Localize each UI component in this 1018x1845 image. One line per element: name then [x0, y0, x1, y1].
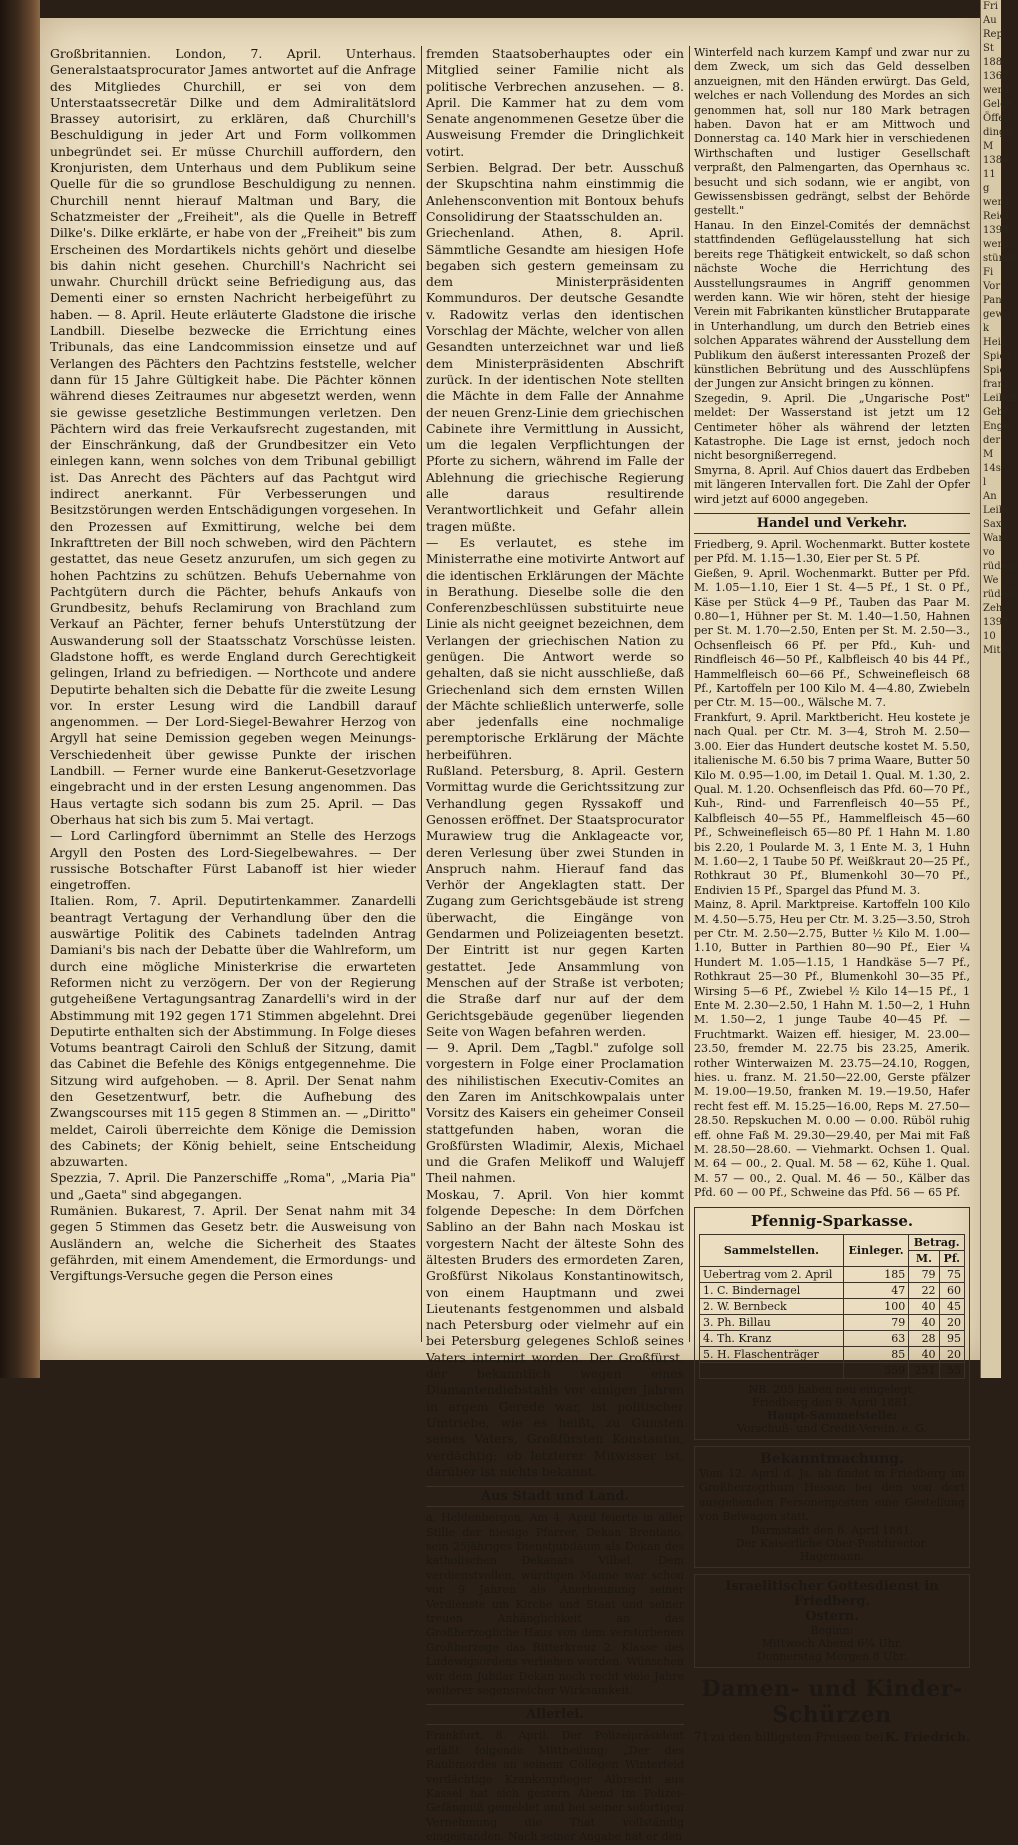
sparkasse-dateline: Friedberg den 9. April 1881.	[752, 1395, 912, 1409]
table-cell: 63	[843, 1330, 908, 1346]
article-italy: Italien. Rom, 7. April. Deputirtenkammer. Zanardelli beantragt Vertagung der Verhandlung über den die auswärtige Politik des Cabinets tadelnden Antrag Damiani's bis nach der Debatte über die Wahlreform, um durch eine mögliche Ministerkrise die erwarteten Reformen nicht zu verzögern. Der von der Regierung gutgeheißene Vertagungsantrag Zanardelli's wird in der Abstimmung mit 192 gegen 171 Stimmen abgelehnt. Drei Deputirte enthalten sich der Abstimmung. In Folge dieses Votums beantragt Cairoli den Schluß der Sitzung, damit das Cabinet die Befehle des Königs entgegennehme. Die Sitzung wird aufgehoben. — 8. April. Der Senat nahm den Gesetzentwurf, betr. die Aufhebung des Zwangscourses mit 115 gegen 8 Stimmen an. — „Diritto" meldet, Cairoli überreichte dem Könige die Demission des Cabinets; der König behielt, seine Entscheidung abzuwarten.	[50, 893, 416, 1170]
table-header: M.	[909, 1250, 939, 1266]
notice-name: Hagemann.	[799, 1550, 865, 1564]
edge-fragment: Spic	[983, 365, 1006, 376]
edge-fragment: An	[983, 491, 997, 502]
market-giessen: Gießen, 9. April. Wochenmarkt. Butter per Pfd. M. 1.05—1.10, Eier 1 St. 4—5 Pf., 1 St. 0 Pf., Käse per Stück 4—9 Pf., Tauben das Paar M. 0.80—1, Hühner per St. M. 1.40—1.50, Hahnen per St. M. 1.70—2.50, Enten per St. M. 2.50—3., Ochsenfleisch 66 Pf. per Pfd., Kuh- und Rindfleisch 46—50 Pf., Kalbfleisch 40 bis 44 Pf., Hammelfleisch 60—66 Pf., Schweinefleisch 68 Pf., Kartoffeln per 100 Kilo M. 4—4.80, Zwiebeln per Ctr. M. 15—00., Wälsche M. 7.	[694, 566, 970, 710]
edge-fragment: gewo	[983, 309, 1010, 320]
notice-title: Bekanntmachung.	[760, 1450, 904, 1467]
article-greece-2: — Es verlautet, es stehe im Ministerrathe eine motivirte Antwort auf die identischen Erklärungen der Mächte in Berathung. Dieselbe solle die den Conferenzbeschlüssen substituirte neue Linie als nicht geeignet bezeichnen, dem Verlangen der griechischen Nation zu genügen. Die Antwort werde so gehalten, daß sie nicht ausschließe, daß Griechenland sich dem ernsten Willen der Mächte schließlich unterwerfe, solle aber jedenfalls eine nochmalige peremptorische Erklärung der Mächte herbeiführen.	[426, 534, 684, 762]
edge-fragment: Fri	[983, 1, 998, 12]
article-russia-2: — 9. April. Dem „Tagbl." zufolge soll vorgestern in Folge einer Proclamation des nihilistischen Executiv-Comites an den Zaren im Anitschkowpalais unter Vorsitz des Kaisers ein geheimer Conseil stattgefunden haben, woran die Großfürsten Wladimir, Alexis, Michael und die Grafen Melikoff und Walujeff Theil nahmen.	[426, 1040, 684, 1186]
edge-fragment: franz	[983, 379, 1010, 390]
edge-fragment: 14s	[983, 463, 1001, 474]
table-total-cell: 559	[843, 1362, 908, 1378]
table-cell: 40	[909, 1298, 939, 1314]
edge-fragment: Mithi	[983, 645, 1011, 656]
market-mainz: Mainz, 8. April. Marktpreise. Kartoffeln 100 Kilo M. 4.50—5.75, Heu per Ctr. M. 3.25—3.50, Stroh per Ctr. M. 2.50—2.75, Butter ½ Kilo M. 1.00—1.10, Butter in Parthien 80—90 Pf., Eier ¼ Hundert M. 1.05—1.15, 1 Handkäse 5—7 Pf., Rothkraut 25—30 Pf., Blumenkohl 30—35 Pf., Wirsing 5—6 Pf., Zwiebel ½ Kilo 14—15 Pf., 1 Ente M. 2.30—2.50, 1 Hahn M. 1.50—2, 1 Huhn M. 1.50—2, 1 junge Taube 40—45 Pf. — Fruchtmarkt. Waizen eff. hiesiger, M. 23.00—23.50, fremder M. 22.75 bis 23.25, Amerik. rother Winterwaizen M. 23.75—24.10, Roggen, hies. u. franz. M. 21.50—22.00, Gerste pfälzer M. 19.00—19.50, franken M. 19.—19.50, Hafer recht fest eff. M. 15.25—16.00, Reps M. 27.50—28.50. Repskuchen M. 0.00 — 0.00. Rüböl ruhig eff. ohne Faß M. 29.30—29.40, per Mai mit Faß M. 28.50—28.60. — Viehmarkt. Ochsen 1. Qual. M. 64 — 00., 2. Qual. M. 58 — 62, Kühe 1. Qual. M. 57 — 00., 2. Qual. M. 46 — 50., Kälber das Pfd. 60 — 00 Pf., Schweine das Pfd. 56 — 65 Pf.	[694, 898, 970, 1200]
edge-fragment: Vor	[983, 281, 1001, 292]
column-divider	[421, 46, 422, 1342]
edge-fragment: werd	[983, 197, 1009, 208]
sparkasse-box	[694, 1207, 970, 1440]
table-cell: 3. Ph. Billau	[700, 1314, 844, 1330]
edge-fragment: 1880	[983, 57, 1009, 68]
table-row	[700, 1314, 965, 1330]
edge-fragment: vo	[983, 547, 995, 558]
sparkasse-table	[699, 1234, 965, 1379]
edge-fragment: dingu	[983, 127, 1012, 138]
edge-fragment: Gebr	[983, 407, 1009, 418]
article-spezia: Spezzia, 7. April. Die Panzerschiffe „Roma", „Maria Pia" und „Gaeta" sind abgegangen.	[50, 1170, 416, 1202]
edge-fragment: Leibc	[983, 505, 1011, 516]
service-line-1: Mittwoch Abend 6¼ Uhr.	[761, 1637, 903, 1651]
table-cell: 185	[843, 1266, 908, 1282]
adjacent-page-edge	[980, 0, 1018, 1378]
article-moscow: Moskau, 7. April. Von hier kommt folgende Depesche: In dem Dörfchen Sablino an der Bahn nach Moskau ist vorgestern Nacht der älteste Sohn des ältesten Bruders des ermordeten Zaren, Großfürst Nikolaus Konstantinowitsch, von einem Hauptmann und zwei Lieutenants festgenommen und alsbald nach Petersburg oder vielmehr auf ein bei Petersburg gelegenes Schloß seines Vaters internirt worden. Der Großfürst, der bekanntlich wegen eines Diamantendiebstahls vor einigen Jahren in argem Gerede war, ist politischer Umtriebe, wie es heißt, zu Gunsten seines Vaters, Großfürsten Konstantin, verdächtig; ob letzterer Mitwisser ist, darüber ist nichts bekannt.	[426, 1186, 684, 1479]
column-divider	[689, 46, 690, 1342]
table-cell: Uebertrag vom 2. April	[700, 1266, 844, 1282]
service-box	[694, 1574, 970, 1668]
edge-fragment: Öffen	[983, 113, 1011, 124]
column-1	[50, 46, 416, 1342]
table-row	[700, 1330, 965, 1346]
book-binding	[0, 0, 40, 1378]
table-cell: 5. H. Flaschenträger	[700, 1346, 844, 1362]
notice-authority: Der Kaiserliche Ober-Postdirector.	[735, 1537, 929, 1551]
edge-fragment: Spick	[983, 351, 1012, 362]
column-2	[426, 46, 684, 1844]
edge-fragment: We	[983, 575, 999, 586]
table-cell: 1. C. Bindernagel	[700, 1282, 844, 1298]
edge-fragment: 10	[983, 631, 996, 642]
ad-merchant: K. Friedrich.	[884, 1730, 970, 1745]
edge-fragment: Reich	[983, 211, 1012, 222]
table-cell: 79	[909, 1266, 939, 1282]
article-hanau: Hanau. In den Einzel-Comités der demnächst stattfindenden Geflügelausstellung hat sich bereits rege Thätigkeit entwickelt, so daß schon nächste Woche die Herrichtung des Ausstellungsraumes in Angriff genommen werden kann. Wie wir hören, steht der hiesige Verein mit Fabrikanten künstlicher Brutapparate in Unterhandlung, um durch den Betrieb eines solchen Apparates während der Ausstellung dem Publikum den äußerst interessanten Prozeß der künstlichen Bebrütung und des Ausschlüpfens der Jungen zur Ansicht bringen zu können.	[694, 218, 970, 391]
ad-number: 71	[694, 1730, 710, 1745]
edge-fragment: Leibch	[983, 393, 1018, 404]
table-row	[700, 1298, 965, 1314]
advertisement	[694, 1676, 970, 1744]
notice-place: Darmstadt den 6. April 1881.	[750, 1524, 914, 1538]
table-cell: 75	[939, 1266, 964, 1282]
column-3	[694, 46, 970, 1745]
edge-fragment: werd	[983, 85, 1009, 96]
edge-fragment: 1367	[983, 71, 1009, 82]
table-cell: 47	[843, 1282, 908, 1298]
edge-fragment: 1386	[983, 155, 1009, 166]
table-cell: 45	[939, 1298, 964, 1314]
section-heading-trade: Handel und Verkehr.	[694, 513, 970, 534]
edge-fragment: rüdesh	[983, 561, 1018, 572]
edge-fragment: Fi	[983, 267, 994, 278]
table-row	[700, 1266, 965, 1282]
service-line-2: Donnerstag Morgen 8 Uhr.	[756, 1650, 908, 1664]
table-header: Pf.	[939, 1250, 964, 1266]
article-greece: Griechenland. Athen, 8. April. Sämmtliche Gesandte am hiesigen Hofe begaben sich gestern gemeinsam zu dem Ministerpräsidenten Kommunduros. Der deutsche Gesandte v. Radowitz verlas den identischen Vorschlag der Mächte, welcher von allen Gesandten unterzeichnet war und ließ dem Ministerpräsidenten Abschrift zurück. In der identischen Note stellten die Mächte in dem Falle der Annahme der neuen Grenz-Linie dem griechischen Cabinete ihre Vermittlung in Aussicht, um die legalen Verpflichtungen der Pforte zu sichern, während im Falle der Ablehnung die griechische Regierung alle daraus resultirende Verantwortlichkeit und Gefahr allein tragen müßte.	[426, 225, 684, 534]
sparkasse-note: NB. 205 haben neu eingelegt.	[748, 1382, 916, 1396]
article-smyrna: Smyrna, 8. April. Auf Chios dauert das Erdbeben mit längeren Intervallen fort. Die Zahl der Opfer wird jetzt auf 6000 angegeben.	[694, 463, 970, 506]
edge-fragment: werd	[983, 239, 1009, 250]
sparkasse-main-value: Vorschuß- und Credit-Verein, e. G.	[736, 1421, 928, 1435]
edge-fragment: Engel	[983, 421, 1013, 432]
table-cell: 22	[909, 1282, 939, 1298]
table-cell	[700, 1362, 844, 1378]
newspaper-page	[40, 18, 980, 1844]
table-cell: 4. Th. Kranz	[700, 1330, 844, 1346]
market-friedberg: Friedberg, 9. April. Wochenmarkt. Butter kostete per Pfd. M. 1.15—1.30, Eier per St. 5 Pf.	[694, 538, 970, 566]
edge-fragment: l	[983, 477, 987, 488]
edge-fragment: stünde	[983, 253, 1018, 264]
edge-fragment: Rep	[983, 29, 1003, 40]
article-frankfurt-police: Frankfurt, 8. April. Der Polizeipräsident erläßt folgende Mittheilung: „Der des Raubmordes an seinem Collegen Winterfeld verdächtige Krankenpfleger Albrecht aus Kassel hat sich gestern Abend im Polizei-Gefängniß gemeldet und bei seiner sofortigen Vernehmung die That vollständig eingestanden. Nach seiner Angabe hat er den	[426, 1729, 684, 1844]
section-heading-misc: Allerlei.	[426, 1704, 684, 1725]
service-title: Israelitischer Gottesdienst in Friedberg.	[725, 1579, 939, 1610]
article-frankfurt-continued: Winterfeld nach kurzem Kampf und zwar nur zu dem Zweck, um sich das Geld desselben anzueignen, mit den Händen erwürgt. Das Geld, welches er nach Vollendung des Mordes an sich genommen hat, soll nur 180 Mark betragen haben. Davon hat er am Mittwoch und Donnerstag ca. 140 Mark hier in verschiedenen Wirthschaften und lustiger Gesellschaft verpraßt, den Palmengarten, das Opernhaus ꝛc. besucht und sich sodann, wie er angibt, von Gewissensbissen gedrängt, selbst der Behörde gestellt."	[694, 46, 970, 218]
table-row	[700, 1282, 965, 1298]
article-continued: fremden Staatsoberhauptes oder ein Mitglied seiner Familie nicht als politische Verbrechen anzusehen. — 8. April. Die Kammer hat zu dem vom Senate angenommenen Gesetze über die Ausweisung Fremder die Dringlichkeit votirt.	[426, 46, 684, 159]
table-cell: 60	[939, 1282, 964, 1298]
service-subtitle: Ostern.	[805, 1609, 859, 1625]
table-header: Sammelstellen.	[700, 1234, 844, 1266]
table-cell: 85	[843, 1346, 908, 1362]
edge-fragment: Au	[983, 15, 997, 26]
article-romania: Rumänien. Bukarest, 7. April. Der Senat nahm mit 34 gegen 5 Stimmen das Gesetz betr. die Ausweisung von Ausländern an, welche die Sicherheit des Staates gefährden, mit einem Amendement, die Ermordungs- und Vergiftungs-Versuche gegen die Person eines	[50, 1203, 416, 1284]
edge-fragment: Zeh	[983, 603, 1003, 614]
article-serbia: Serbien. Belgrad. Der betr. Ausschuß der Skupschtina nahm einstimmig die Anlehensconvention mit Bontoux behufs Consolidirung der Staatsschulden an.	[426, 160, 684, 224]
notice-body: Vom 12. April d. Js. ab findet in Friedberg im Großherzogthum Hessen bei den von dort ausgehenden Personenposten eine Gestellung von Beiwagen statt.	[699, 1466, 965, 1523]
edge-fragment: Heiz	[983, 337, 1007, 348]
table-cell: 20	[939, 1346, 964, 1362]
article-russia: Rußland. Petersburg, 8. April. Gestern Vormittag wurde die Gerichtssitzung zur Verhandlung gegen Ryssakoff und Genossen eröffnet. Der Staatsprocurator Murawiew trug die Anklageacte vor, deren Verlesung über zwei Stunden in Anspruch nahm. Hierauf fand das Verhör der Angeklagten statt. Der Zugang zum Gerichtsgebäude ist streng überwacht, die Eingänge von Gendarmen und Polizeiagenten besetzt. Der Eintritt ist nur gegen Karten gestattet. Jede Ansammlung von Menschen auf der Straße ist verboten; die Straße darf nur auf der dem Gerichtsgebäude gegenüber liegenden Seite von Wagen befahren werden.	[426, 763, 684, 1039]
article-heldenbergen: a. Heldenbergen. Am 4. April feierte in aller Stille der hiesige Pfarrer, Dekan Brentano, sein 25jähriges Dienstjubiläum als Dekan des katholischen Dekanats Vilbel. Dem verdienstvollen, würdigen Manne war schon vor 9 Jahren als Anerkennung seiner Verdienste um Kirche und Staat und seiner treuen Anhänglichkeit an das Großherzogliche Haus von dem verstorbenen Großherzoge das Ritterkreuz 2. Klasse des Ludewigsordens verliehen worden. Wünschen wir dem Jubilar Dekan noch recht viele Jahre weiterer segensreicher Wirksamkeit.	[426, 1511, 684, 1697]
edge-fragment: Saxe	[983, 519, 1008, 530]
table-header: Betrag.	[909, 1234, 965, 1250]
table-cell: 95	[939, 1330, 964, 1346]
article-szegedin: Szegedin, 9. April. Die „Ungarische Post" meldet: Der Wasserstand ist jetzt um 12 Centimeter höher als während der letzten Katastrophe. Die Lage ist ernst, jedoch noch nicht besorgnißerregend.	[694, 391, 970, 463]
table-row	[700, 1346, 965, 1362]
table-cell: 40	[909, 1314, 939, 1330]
article-england: Großbritannien. London, 7. April. Unterhaus. Generalstaatsprocurator James antwortet auf die Anfrage des Mitgliedes Churchill, er sei von dem Unterstaatssecretär Dilke und dem Admiralitätslord Brassey autorisirt, zu erklären, daß Churchill's Beschuldigung in jeder Art und Form vollkommen unbegründet sei. Er müsse Churchill auffordern, den Kronjuristen, dem Unterhaus und dem Publikum seine Quelle für die so grundlose Beschuldigung zu nennen. Churchill nennt hierauf Maltman und Bary, die Schatzmeister der „Freiheit", als die Quelle in Betreff Dilke's. Dilke erklärte, er habe von der „Freiheit" bis zum Erscheinen des Mordartikels nichts gehört und dieselbe bis dahin nicht gesehen. Churchill's Nachricht sei unwahr. Churchill drückt seine Befriedigung aus, das Dementi einer so ernsten Nachricht herbeigeführt zu haben. — 8. April. Heute erläuterte Gladstone die irische Landbill. Dieselbe bezwecke die Errichtung eines Tribunals, das eine Landcommission einsetze und auf Verlangen des Pächters den Pachtzins feststelle, welcher dann für 15 Jahre Gültigkeit habe. Die Pächter können während dieses Zeitraumes nur abgesetzt werden, wenn sie gewisse gesetzliche Bestimmungen verletzen. Den Pächtern wird das freie Verkaufsrecht zugestanden, mit der Einschränkung, daß der Grundbesitzer ein Veto einlegen kann, wenn solches von dem Tribunal gebilligt ist. Das Anrecht des Pächters auf das Pachtgut wird indirect anerkannt. Für Verbesserungen und Besitzstörungen werden Entschädigungen vorgesehen. In den Prozessen auf Exmittirung, welche bei dem Inkrafttreten der Bill noch schweben, wird den Pächtern gestattet, das neue Gesetz anzurufen, um sich gegen zu hohen Pachtzins zu schützen. Behufs Uebernahme von Pachtgütern durch die Pächter, behufs Ankaufs von Grundbesitz, behufs Reclamirung von Brachland zum Verkauf an Pächter, ferner behufs Unterstützung der Auswanderung soll der Staatsschatz Vorschüsse leisten. Gladstone hofft, es werde England durch Gerechtigkeit gelingen, Irland zu befriedigen. — Northcote und andere Deputirte behalten sich die Debatte für die zweite Lesung vor. In erster Lesung wird die Landbill darauf angenommen. — Der Lord-Siegel-Bewahrer Herzog von Argyll hat seine Demission gegeben wegen Meinungs-Verschiedenheit über gewisse Punkte der irischen Landbill. — Ferner wurde eine Bankerut-Gesetzvorlage eingebracht und in der ersten Lesung angenommen. Das Haus vertagte sich sodann bis zum 25. April. — Das Oberhaus hat sich bis zum 5. Mai vertagt.	[50, 46, 416, 827]
ad-line	[694, 1730, 970, 1744]
sparkasse-title: Pfennig-Sparkasse.	[750, 1211, 914, 1230]
edge-fragment: 11 g	[983, 169, 996, 194]
article-england-2: — Lord Carlingford übernimmt an Stelle des Herzogs Argyll den Posten des Lord-Siegelbewahres. — Der russische Botschafter Fürst Labanoff ist hier wieder eingetroffen.	[50, 828, 416, 893]
market-frankfurt: Frankfurt, 9. April. Marktbericht. Heu kostete je nach Qual. per Ctr. M. 3—4, Stroh M. 2.50—3.00. Eier das Hundert deutsche kostet M. 5.50, italienische M. 6.50 bis 7 prima Waare, Butter 50 Kilo M. 0.95—1.00, im Detail 1. Qual. M. 1.30, 2. Qual. M. 1.20. Ochsenfleisch das Pfd. 60—70 Pf., Kuh-, Rind- und Farrenfleisch 40—55 Pf., Kalbfleisch 40—55 Pf., Hammelfleisch 45—60 Pf., Schweinefleisch 65—80 Pf. 1 Hahn M. 1.80 bis 2.20, 1 Poularde M. 3, 1 Ente M. 3, 1 Huhn M. 1.60—2, 1 Taube 50 Pf. Weißkraut 20—25 Pf., Rothkraut 30 Pf., Blumenkohl 30—70 Pf., Endivien 15 Pf., Spargel das Pfund M. 3.	[694, 710, 970, 897]
notice-box	[694, 1446, 970, 1569]
table-total-cell: 251	[909, 1362, 939, 1378]
table-total-row	[700, 1362, 965, 1378]
edge-fragment: 1398	[983, 617, 1009, 628]
table-cell: 28	[909, 1330, 939, 1346]
service-begin-label: Beginn:	[810, 1624, 854, 1638]
edge-fragment: Ware	[983, 533, 1010, 544]
edge-fragment: St	[983, 43, 994, 54]
table-cell: 2. W. Bernbeck	[700, 1298, 844, 1314]
section-heading-local: Aus Stadt und Land.	[426, 1486, 684, 1507]
edge-fragment: 1398	[983, 225, 1009, 236]
sparkasse-main-label: Haupt-Sammelstelle:	[766, 1408, 898, 1422]
table-cell: 40	[909, 1346, 939, 1362]
table-cell: 79	[843, 1314, 908, 1330]
table-cell: 100	[843, 1298, 908, 1314]
table-cell: 20	[939, 1314, 964, 1330]
table-header: Einleger.	[843, 1234, 908, 1266]
edge-fragment: Pan	[983, 295, 1002, 306]
table-total-cell: 55	[939, 1362, 964, 1378]
ad-text: zu den billigsten Preisen bei	[710, 1730, 884, 1745]
edge-fragment: k	[983, 323, 990, 334]
edge-fragment: rüdesh	[983, 589, 1018, 600]
edge-fragment: Gelge	[983, 99, 1013, 110]
edge-fragment: M	[983, 141, 994, 152]
edge-fragment: der M	[983, 435, 1001, 460]
ad-headline: Damen- und Kinder-Schürzen	[701, 1676, 963, 1729]
